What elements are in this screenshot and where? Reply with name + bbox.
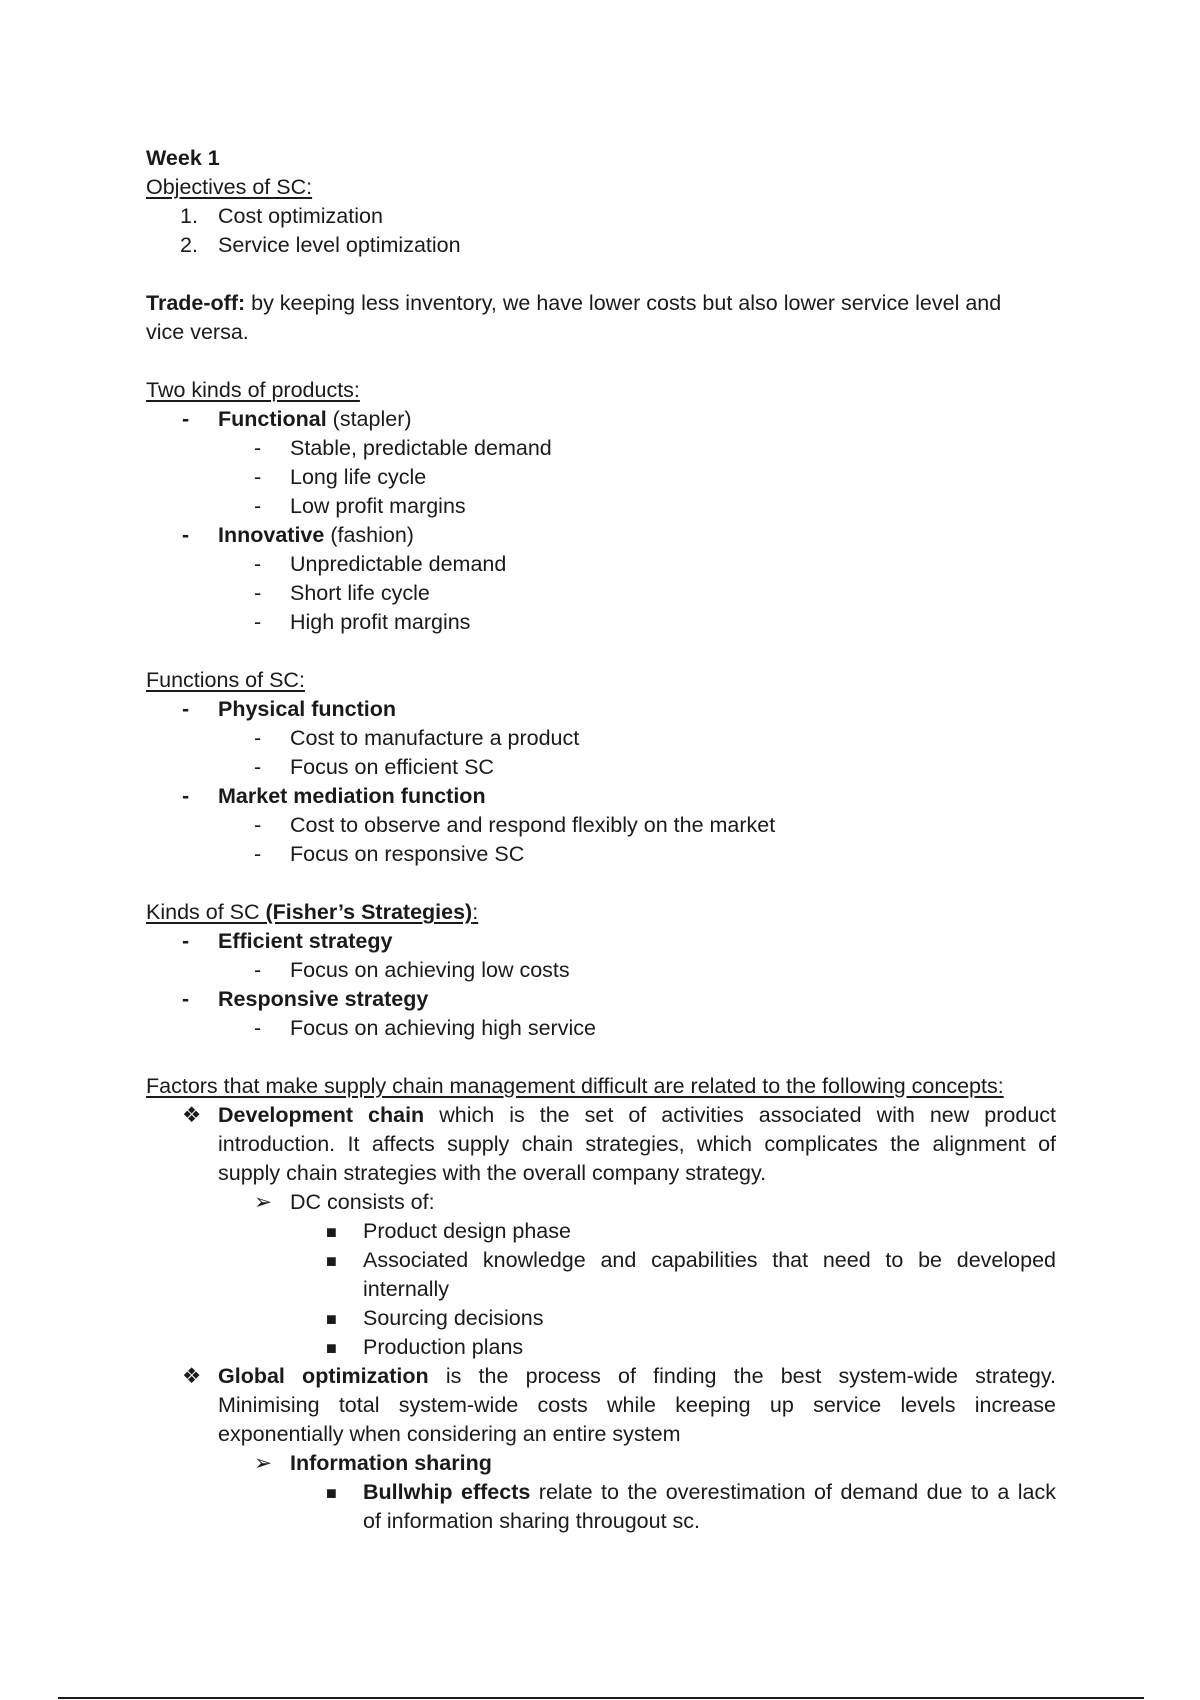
list-item-cont: internally	[363, 1277, 450, 1301]
list-item: - Focus on efficient SC	[254, 755, 494, 779]
diamond-icon: ❖	[182, 1364, 202, 1388]
list-item: - Cost to observe and respond flexibly on the market	[254, 813, 776, 837]
square-bullet-icon: ■	[326, 1251, 337, 1271]
square-bullet-icon: ■	[326, 1222, 337, 1242]
factors-heading: Factors that make supply chain management difficult are related to the following concepts:	[146, 1074, 1004, 1098]
list-item: ■ Bullwhip effects relate to the overestimation of demand due to a lack	[146, 1478, 1056, 1507]
list-item: - Focus on responsive SC	[254, 842, 525, 866]
list-item: ❖ Global optimization is the process of finding the best system-wide strategy.	[146, 1362, 1056, 1391]
square-bullet-icon: ■	[326, 1338, 337, 1358]
list-item: - Innovative (fashion)	[182, 523, 414, 547]
list-item-cont: Minimising total system-wide costs while keeping up service levels increase	[218, 1393, 1056, 1417]
list-item: - Unpredictable demand	[254, 552, 507, 576]
list-item: - Long life cycle	[254, 465, 427, 489]
list-item: - High profit margins	[254, 610, 471, 634]
arrow-icon: ➢	[254, 1451, 273, 1475]
kinds-heading: Kinds of SC (Fisher’s Strategies):	[146, 900, 479, 924]
objectives-heading: Objectives of SC:	[146, 175, 313, 199]
list-item-cont: of information sharing througout sc.	[363, 1509, 701, 1533]
tradeoff-paragraph: Trade-off: by keeping less inventory, we have lower costs but also lower service level and	[146, 291, 1002, 315]
diamond-icon: ❖	[182, 1103, 202, 1127]
functions-heading: Functions of SC:	[146, 668, 305, 692]
document-page	[146, 144, 1056, 1536]
list-item: ■ Sourcing decisions	[146, 1304, 1056, 1333]
arrow-icon: ➢	[254, 1190, 273, 1214]
list-item: ❖ Development chain which is the set of activities associated with new product	[146, 1101, 1056, 1130]
week-title: Week 1	[146, 146, 220, 170]
footer-rule	[58, 1697, 1144, 1699]
list-item: 1. Cost optimization	[180, 204, 383, 228]
list-item: - Physical function	[182, 697, 397, 721]
list-item: - Functional (stapler)	[182, 407, 412, 431]
list-item: - Focus on achieving high service	[254, 1016, 596, 1040]
list-item: ➢ DC consists of:	[146, 1188, 1056, 1217]
tradeoff-paragraph-cont: vice versa.	[146, 320, 249, 344]
square-bullet-icon: ■	[326, 1483, 337, 1503]
list-item: - Low profit margins	[254, 494, 466, 518]
list-item: 2. Service level optimization	[180, 233, 461, 257]
square-bullet-icon: ■	[326, 1309, 337, 1329]
list-item: - Short life cycle	[254, 581, 430, 605]
list-item: - Efficient strategy	[182, 929, 393, 953]
list-item: - Stable, predictable demand	[254, 436, 552, 460]
list-item: - Responsive strategy	[182, 987, 429, 1011]
list-item-cont: exponentially when considering an entire system	[218, 1422, 681, 1446]
list-item: ■ Associated knowledge and capabilities that need to be developed	[146, 1246, 1056, 1275]
list-item: ■ Product design phase	[146, 1217, 1056, 1246]
products-heading: Two kinds of products:	[146, 378, 360, 402]
list-item: - Market mediation function	[182, 784, 486, 808]
list-item: - Cost to manufacture a product	[254, 726, 580, 750]
list-item: - Focus on achieving low costs	[254, 958, 570, 982]
list-item: ➢ Information sharing	[146, 1449, 1056, 1478]
list-item-cont: introduction. It affects supply chain strategies, which complicates the alignment of	[218, 1132, 1056, 1156]
list-item-cont: supply chain strategies with the overall company strategy.	[218, 1161, 767, 1185]
list-item: ■ Production plans	[146, 1333, 1056, 1362]
